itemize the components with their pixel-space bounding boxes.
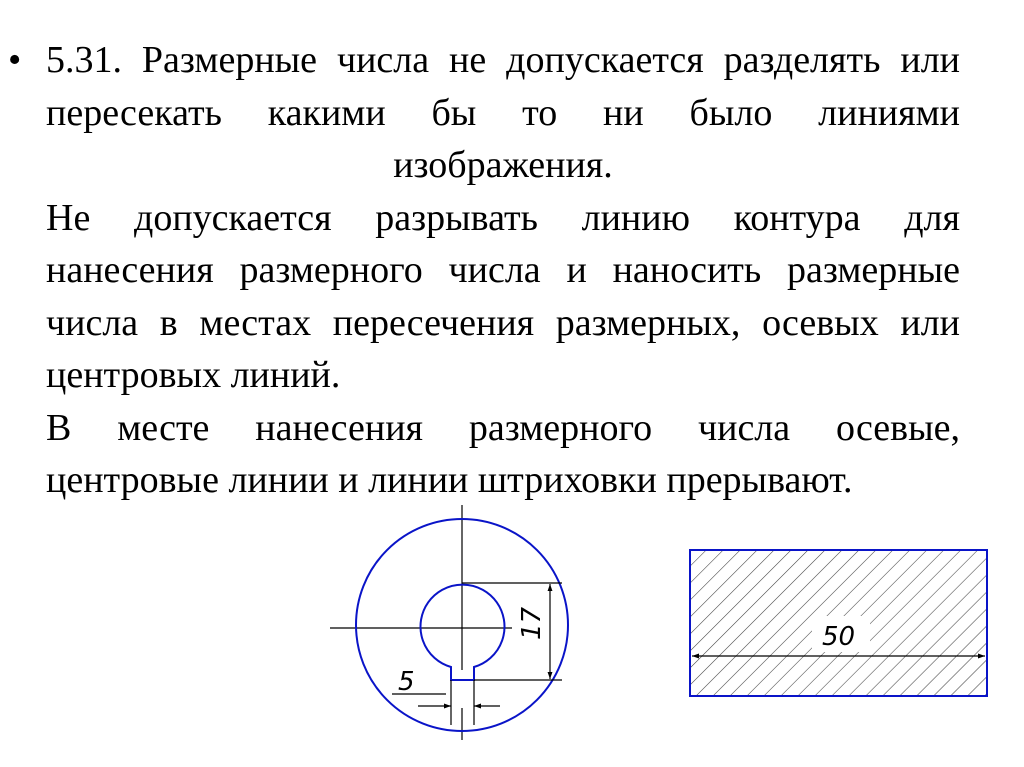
rule-paragraph-1: 5.31. Размерные числа не допускается разделять или пересекать какими бы то ни было линиями изображения. [46, 39, 960, 186]
dimension-5-text: 5 [398, 667, 415, 697]
hatched-rect-drawing [690, 550, 987, 696]
dimension-50-text: 50 [822, 622, 856, 652]
dimension-17-text: 17 [517, 606, 547, 640]
rule-paragraph-2: Не допускается разрывать линию контура для нанесения размерного числа и наносить размерные числа в местах пересечения размерных, осевых или центровых линий. [46, 196, 960, 396]
rule-paragraph-3: В месте нанесения размерного числа осевые, центровые линии и линии штриховки прерывают. [46, 406, 960, 501]
bullet: • [8, 39, 22, 81]
circle-part-drawing [330, 505, 568, 740]
